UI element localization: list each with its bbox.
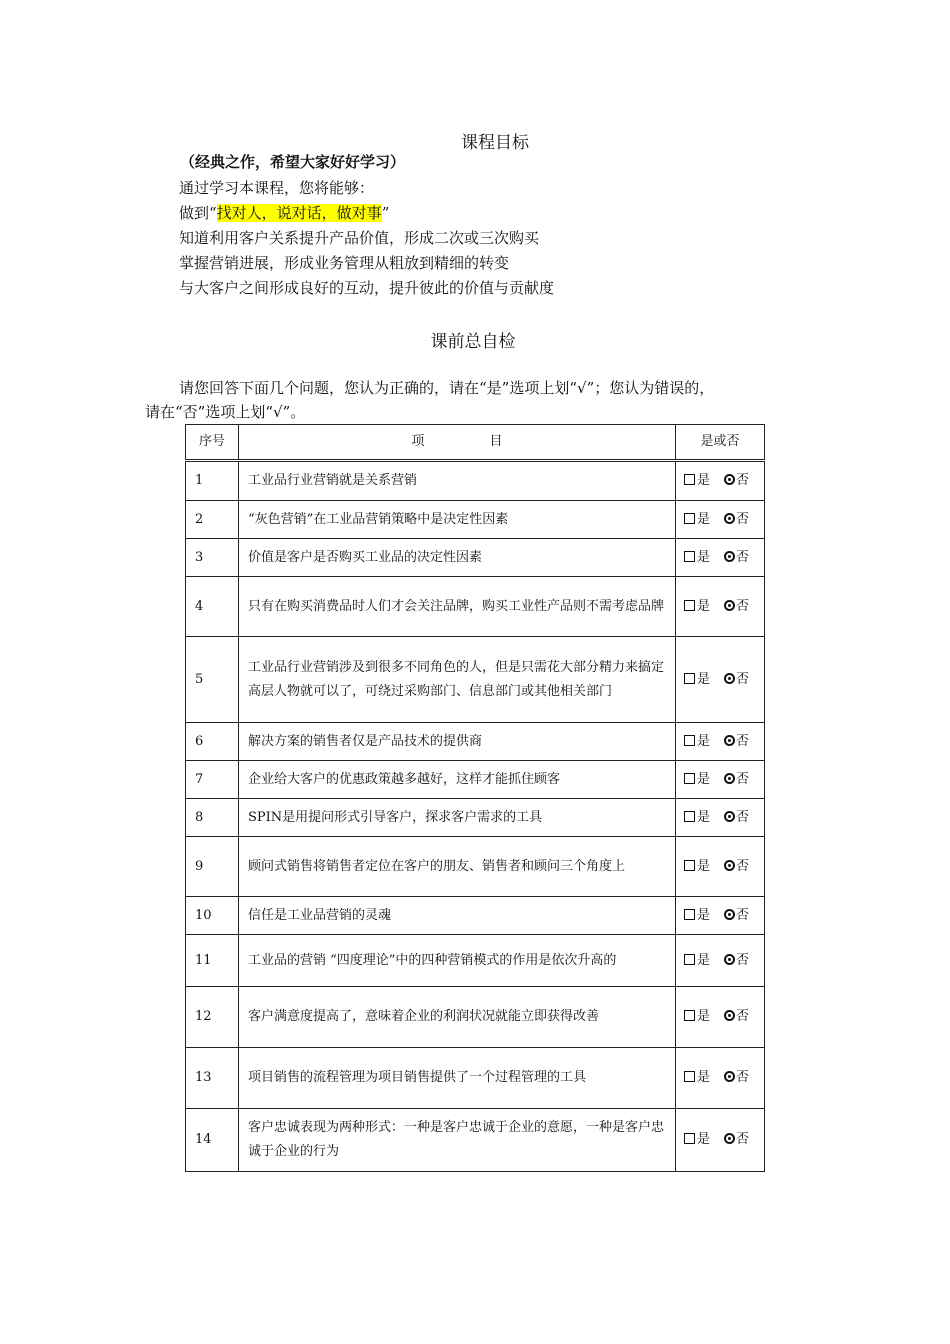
no-label: 否 (736, 858, 750, 874)
table-row (186, 501, 765, 539)
table-header-row (186, 425, 765, 461)
no-radio-icon[interactable] (724, 811, 735, 822)
no-radio-icon[interactable] (724, 1010, 735, 1021)
row-item: 顾问式销售将销售者定位在客户的朋友、销售者和顾问三个角度上 (239, 837, 676, 897)
row-num: 11 (186, 935, 239, 987)
row-answer (676, 539, 765, 577)
yes-label: 是 (697, 952, 711, 968)
row-item: “灰色营销”在工业品营销策略中是决定性因素 (239, 501, 676, 539)
row-item: 客户忠诚表现为两种形式：一种是客户忠诚于企业的意愿，一种是客户忠诚于企业的行为 (239, 1109, 676, 1172)
goal-item-1-suffix: ” (381, 204, 390, 222)
yes-label: 是 (697, 771, 711, 787)
table-row (186, 897, 765, 935)
row-num: 10 (186, 897, 239, 935)
header-answer: 是或否 (676, 425, 765, 461)
no-radio-icon[interactable] (724, 600, 735, 611)
table-row (186, 935, 765, 987)
row-answer (676, 799, 765, 837)
row-num: 5 (186, 637, 239, 723)
yes-label: 是 (697, 858, 711, 874)
yes-checkbox-icon[interactable] (684, 673, 695, 684)
row-num: 12 (186, 987, 239, 1048)
yes-checkbox-icon[interactable] (684, 551, 695, 562)
table-row (186, 1048, 765, 1109)
yes-label: 是 (697, 809, 711, 825)
yes-checkbox-icon[interactable] (684, 735, 695, 746)
row-item: 解决方案的销售者仅是产品技术的提供商 (239, 723, 676, 761)
no-radio-icon[interactable] (724, 513, 735, 524)
yes-checkbox-icon[interactable] (684, 1133, 695, 1144)
goals-intro: 通过学习本课程，您将能够： (179, 179, 375, 197)
row-item: 客户满意度提高了，意味着企业的利润状况就能立即获得改善 (239, 987, 676, 1048)
yes-checkbox-icon[interactable] (684, 1071, 695, 1082)
row-answer (676, 1109, 765, 1172)
row-answer (676, 1048, 765, 1109)
row-num: 2 (186, 501, 239, 539)
yes-label: 是 (697, 598, 711, 614)
row-item: 工业品的营销 “四度理论”中的四种营销模式的作用是依次升高的 (239, 935, 676, 987)
yes-checkbox-icon[interactable] (684, 474, 695, 485)
yes-checkbox-icon[interactable] (684, 513, 695, 524)
course-goals-title: 课程目标 (461, 133, 529, 153)
row-answer (676, 637, 765, 723)
no-label: 否 (736, 952, 750, 968)
row-num: 3 (186, 539, 239, 577)
table-row (186, 761, 765, 799)
row-item: 价值是客户是否购买工业品的决定性因素 (239, 539, 676, 577)
goal-item-3: 掌握营销进展，形成业务管理从粗放到精细的转变 (179, 254, 510, 272)
row-num: 6 (186, 723, 239, 761)
no-radio-icon[interactable] (724, 551, 735, 562)
yes-label: 是 (697, 671, 711, 687)
row-answer (676, 837, 765, 897)
table-row (186, 577, 765, 637)
yes-label: 是 (697, 733, 711, 749)
self-check-instruction-line-2: 请在“否”选项上划“√”。 (145, 403, 306, 421)
row-item: 工业品行业营销涉及到很多不同角色的人，但是只需花大部分精力来搞定高层人物就可以了，可绕过采购部门、信息部门或其他相关部门 (239, 637, 676, 723)
no-label: 否 (736, 733, 750, 749)
header-item: 项 目 (239, 425, 676, 461)
no-radio-icon[interactable] (724, 909, 735, 920)
goal-item-1-prefix: 做到“ (179, 204, 217, 222)
course-goals-subtitle: （经典之作，希望大家好好学习） (180, 153, 406, 171)
table-row (186, 799, 765, 837)
no-label: 否 (736, 473, 750, 488)
yes-label: 是 (697, 511, 711, 527)
table-row (186, 1109, 765, 1172)
yes-checkbox-icon[interactable] (684, 860, 695, 871)
no-label: 否 (736, 809, 750, 825)
header-num: 序号 (186, 425, 239, 461)
self-check-title: 课前总自检 (430, 332, 516, 352)
goal-item-2: 知道利用客户关系提升产品价值，形成二次或三次购买 (179, 229, 540, 247)
row-answer (676, 987, 765, 1048)
goal-item-1-highlight: 找对人，说对话，做对事 (216, 204, 382, 222)
yes-label: 是 (697, 907, 711, 923)
no-radio-icon[interactable] (724, 735, 735, 746)
no-label: 否 (736, 1009, 750, 1024)
no-label: 否 (736, 1132, 750, 1147)
row-item: SPIN是用提问形式引导客户，探求客户需求的工具 (239, 799, 676, 837)
row-answer (676, 501, 765, 539)
table-row (186, 637, 765, 723)
row-answer (676, 723, 765, 761)
row-item: 工业品行业营销就是关系营销 (239, 461, 676, 501)
row-answer (676, 897, 765, 935)
yes-checkbox-icon[interactable] (684, 909, 695, 920)
no-label: 否 (736, 907, 750, 923)
row-num: 1 (186, 461, 239, 501)
row-num: 9 (186, 837, 239, 897)
no-radio-icon[interactable] (724, 954, 735, 965)
row-num: 14 (186, 1109, 239, 1172)
row-answer (676, 935, 765, 987)
no-radio-icon[interactable] (724, 474, 735, 485)
yes-label: 是 (697, 473, 711, 488)
no-radio-icon[interactable] (724, 1133, 735, 1144)
table-row (186, 837, 765, 897)
row-answer (676, 461, 765, 501)
no-radio-icon[interactable] (724, 860, 735, 871)
self-check-table (185, 424, 765, 1172)
no-radio-icon[interactable] (724, 1071, 735, 1082)
row-answer (676, 761, 765, 799)
row-item: 信任是工业品营销的灵魂 (239, 897, 676, 935)
yes-checkbox-icon[interactable] (684, 1010, 695, 1021)
no-label: 否 (736, 598, 750, 614)
row-num: 4 (186, 577, 239, 637)
row-num: 8 (186, 799, 239, 837)
goal-item-1 (179, 203, 389, 223)
row-item: 项目销售的流程管理为项目销售提供了一个过程管理的工具 (239, 1048, 676, 1109)
no-label: 否 (736, 549, 750, 565)
yes-checkbox-icon[interactable] (684, 773, 695, 784)
table-row (186, 987, 765, 1048)
no-label: 否 (736, 771, 750, 787)
yes-checkbox-icon[interactable] (684, 954, 695, 965)
yes-label: 是 (697, 1009, 711, 1024)
goal-item-4: 与大客户之间形成良好的互动，提升彼此的价值与贡献度 (179, 279, 555, 297)
row-num: 13 (186, 1048, 239, 1109)
yes-checkbox-icon[interactable] (684, 600, 695, 611)
row-answer (676, 577, 765, 637)
yes-label: 是 (697, 1070, 711, 1085)
no-radio-icon[interactable] (724, 773, 735, 784)
no-radio-icon[interactable] (724, 673, 735, 684)
row-num: 7 (186, 761, 239, 799)
no-label: 否 (736, 1070, 750, 1085)
row-item: 企业给大客户的优惠政策越多越好，这样才能抓住顾客 (239, 761, 676, 799)
no-label: 否 (736, 511, 750, 527)
no-label: 否 (736, 671, 750, 687)
row-item: 只有在购买消费品时人们才会关注品牌，购买工业性产品则不需考虑品牌 (239, 577, 676, 637)
yes-label: 是 (697, 549, 711, 565)
yes-checkbox-icon[interactable] (684, 811, 695, 822)
table-row (186, 461, 765, 501)
table-row (186, 539, 765, 577)
table-row (186, 723, 765, 761)
self-check-instruction-line-1: 请您回答下面几个问题，您认为正确的，请在“是”选项上划“√”；您认为错误的， (179, 379, 715, 397)
yes-label: 是 (697, 1132, 711, 1147)
